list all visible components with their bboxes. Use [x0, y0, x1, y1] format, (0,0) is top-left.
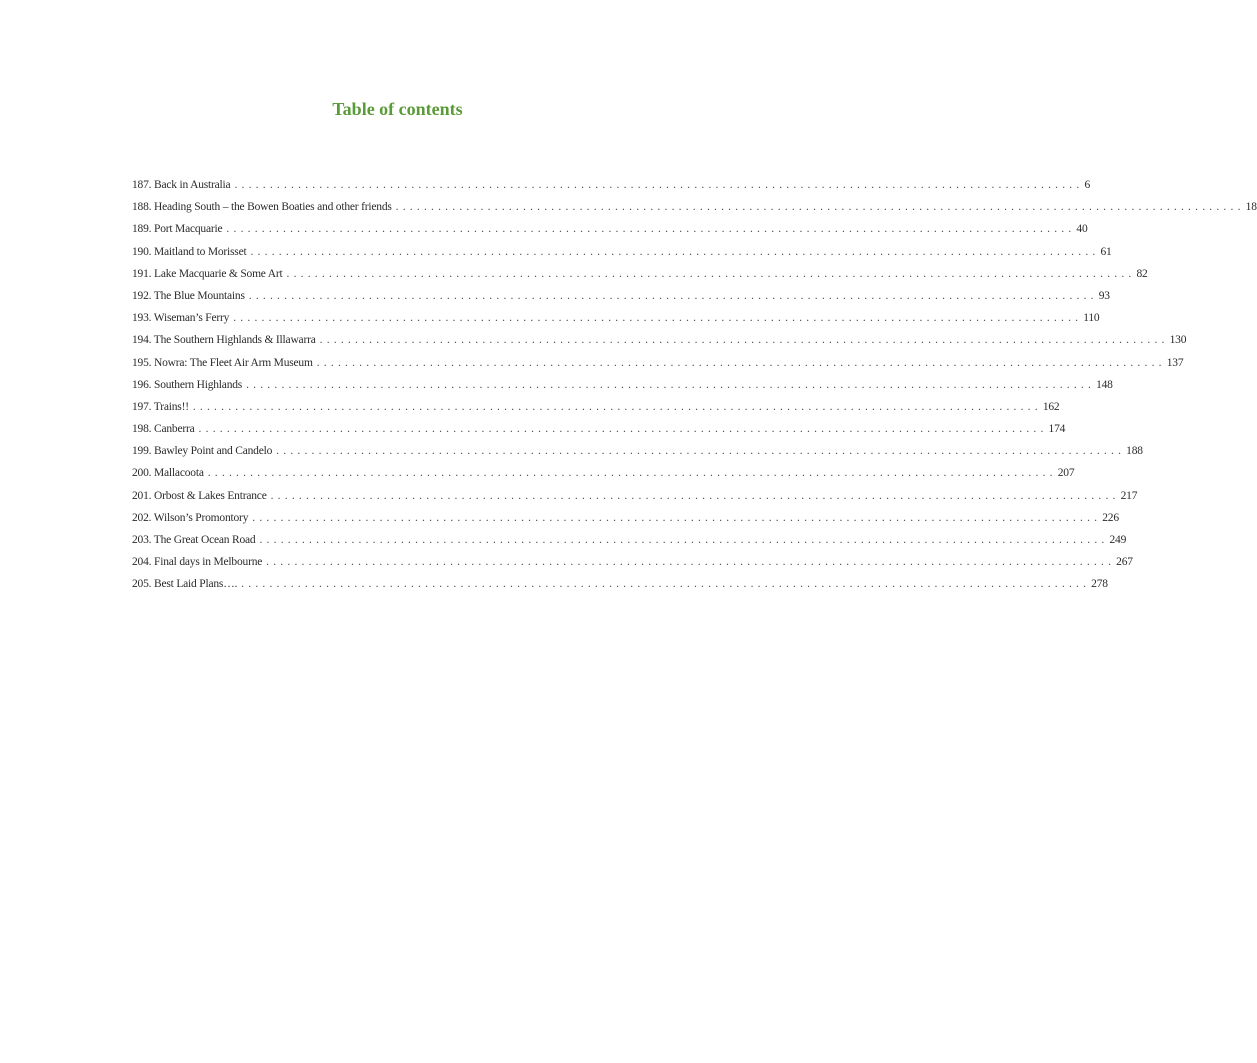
toc-entry[interactable] — [132, 356, 1184, 379]
dot-leader: ........................................................................................................................ — [266, 556, 1116, 569]
toc-entry-page-number[interactable]: 18 — [1245, 201, 1257, 214]
toc-entry-title[interactable]: 193. Wiseman’s Ferry — [132, 312, 230, 325]
toc-entry-title[interactable]: 196. Southern Highlands — [132, 378, 243, 391]
dot-leader: ........................................................................................................................ — [316, 356, 1166, 369]
toc-entry[interactable] — [132, 245, 1112, 268]
toc-entry-title[interactable]: 188. Heading South – the Bowen Boaties and other friends — [132, 201, 392, 214]
toc-entry[interactable] — [132, 179, 1091, 201]
toc-entry-title[interactable]: 205. Best Laid Plans…. — [132, 578, 238, 591]
dot-leader: ........................................................................................................................ — [276, 445, 1126, 458]
toc-entry-title[interactable]: 192. The Blue Mountains — [132, 289, 245, 302]
toc-entry[interactable] — [132, 223, 1088, 245]
toc-entry-title[interactable]: 194. The Southern Highlands & Illawarra — [132, 334, 316, 347]
dot-leader: ........................................................................................................................ — [319, 334, 1169, 347]
dot-leader: ........................................................................................................................ — [395, 201, 1245, 214]
toc-entry-page-number[interactable]: 278 — [1091, 578, 1108, 591]
toc-entry[interactable] — [132, 578, 1108, 600]
toc-entry[interactable] — [132, 289, 1110, 312]
dot-leader: ........................................................................................................................ — [248, 289, 1098, 302]
toc-entry-page-number[interactable]: 249 — [1109, 534, 1127, 546]
toc-entry-page-number[interactable]: 217 — [1120, 489, 1138, 502]
toc-entry-page-number[interactable]: 188 — [1126, 445, 1143, 458]
toc-entry[interactable] — [132, 423, 1066, 445]
toc-entry-page-number[interactable]: 130 — [1169, 334, 1187, 347]
toc-entry-title[interactable]: 187. Back in Australia — [132, 179, 231, 191]
page-title: Table of contents — [332, 99, 463, 119]
toc-entry[interactable] — [132, 312, 1100, 334]
dot-leader: ........................................................................................................................ — [226, 223, 1076, 236]
dot-leader: ........................................................................................................................ — [250, 245, 1100, 258]
toc-entry-title[interactable]: 204. Final days in Melbourne — [132, 556, 263, 569]
dot-leader: ........................................................................................................................ — [192, 400, 1042, 413]
toc-entry-title[interactable]: 200. Mallacoota — [132, 467, 204, 480]
toc-entry-title[interactable]: 202. Wilson’s Promontory — [132, 511, 249, 524]
toc-entry-title[interactable]: 199. Bawley Point and Candelo — [132, 445, 273, 458]
dot-leader: ........................................................................................................................ — [259, 534, 1109, 546]
toc-entry-page-number[interactable]: 110 — [1083, 312, 1100, 325]
dot-leader: ........................................................................................................................ — [246, 378, 1096, 391]
toc-entry-title[interactable]: 203. The Great Ocean Road — [132, 534, 256, 546]
dot-leader: ........................................................................................................................ — [198, 423, 1048, 436]
toc-entry[interactable] — [132, 489, 1138, 512]
toc-entry-page-number[interactable]: 82 — [1136, 267, 1148, 280]
toc-entry-page-number[interactable]: 226 — [1102, 511, 1119, 524]
toc-entry[interactable] — [132, 556, 1133, 578]
toc-entry-title[interactable]: 190. Maitland to Morisset — [132, 245, 247, 258]
toc-entry-page-number[interactable]: 174 — [1048, 423, 1066, 436]
toc-entry-title[interactable]: 201. Orbost & Lakes Entrance — [132, 489, 267, 502]
toc-entry-title[interactable]: 195. Nowra: The Fleet Air Arm Museum — [132, 356, 313, 369]
toc-entry[interactable] — [132, 400, 1060, 423]
toc-entry[interactable] — [132, 267, 1148, 290]
dot-leader: ........................................................................................................................ — [234, 179, 1084, 191]
toc-entry-page-number[interactable]: 162 — [1042, 400, 1060, 413]
toc-entry[interactable] — [132, 534, 1127, 556]
toc-entry[interactable] — [132, 467, 1075, 489]
toc-list — [132, 179, 1257, 601]
toc-entry-title[interactable]: 197. Trains!! — [132, 400, 189, 413]
toc-entry-page-number[interactable]: 207 — [1057, 467, 1075, 480]
toc-entry-title[interactable]: 189. Port Macquarie — [132, 223, 223, 236]
toc-entry-page-number[interactable]: 6 — [1084, 179, 1091, 191]
dot-leader: ........................................................................................................................ — [241, 578, 1091, 591]
toc-entry-page-number[interactable]: 61 — [1100, 245, 1112, 258]
dot-leader: ........................................................................................................................ — [270, 489, 1120, 502]
toc-entry[interactable] — [132, 511, 1119, 534]
dot-leader: ........................................................................................................................ — [233, 312, 1083, 325]
toc-entry-title[interactable]: 191. Lake Macquarie & Some Art — [132, 267, 283, 280]
toc-entry-page-number[interactable]: 148 — [1096, 378, 1113, 391]
dot-leader: ........................................................................................................................ — [286, 267, 1136, 280]
toc-entry[interactable] — [132, 334, 1187, 356]
toc-entry-page-number[interactable]: 40 — [1076, 223, 1088, 236]
toc-entry[interactable] — [132, 378, 1113, 401]
toc-entry-page-number[interactable]: 267 — [1116, 556, 1133, 569]
toc-entry[interactable] — [132, 445, 1143, 467]
toc-entry-page-number[interactable]: 137 — [1166, 356, 1184, 369]
toc-entry[interactable] — [132, 201, 1257, 223]
toc-entry-title[interactable]: 198. Canberra — [132, 423, 195, 436]
dot-leader: ........................................................................................................................ — [207, 467, 1057, 480]
dot-leader: ........................................................................................................................ — [252, 511, 1102, 524]
toc-entry-page-number[interactable]: 93 — [1098, 289, 1110, 302]
